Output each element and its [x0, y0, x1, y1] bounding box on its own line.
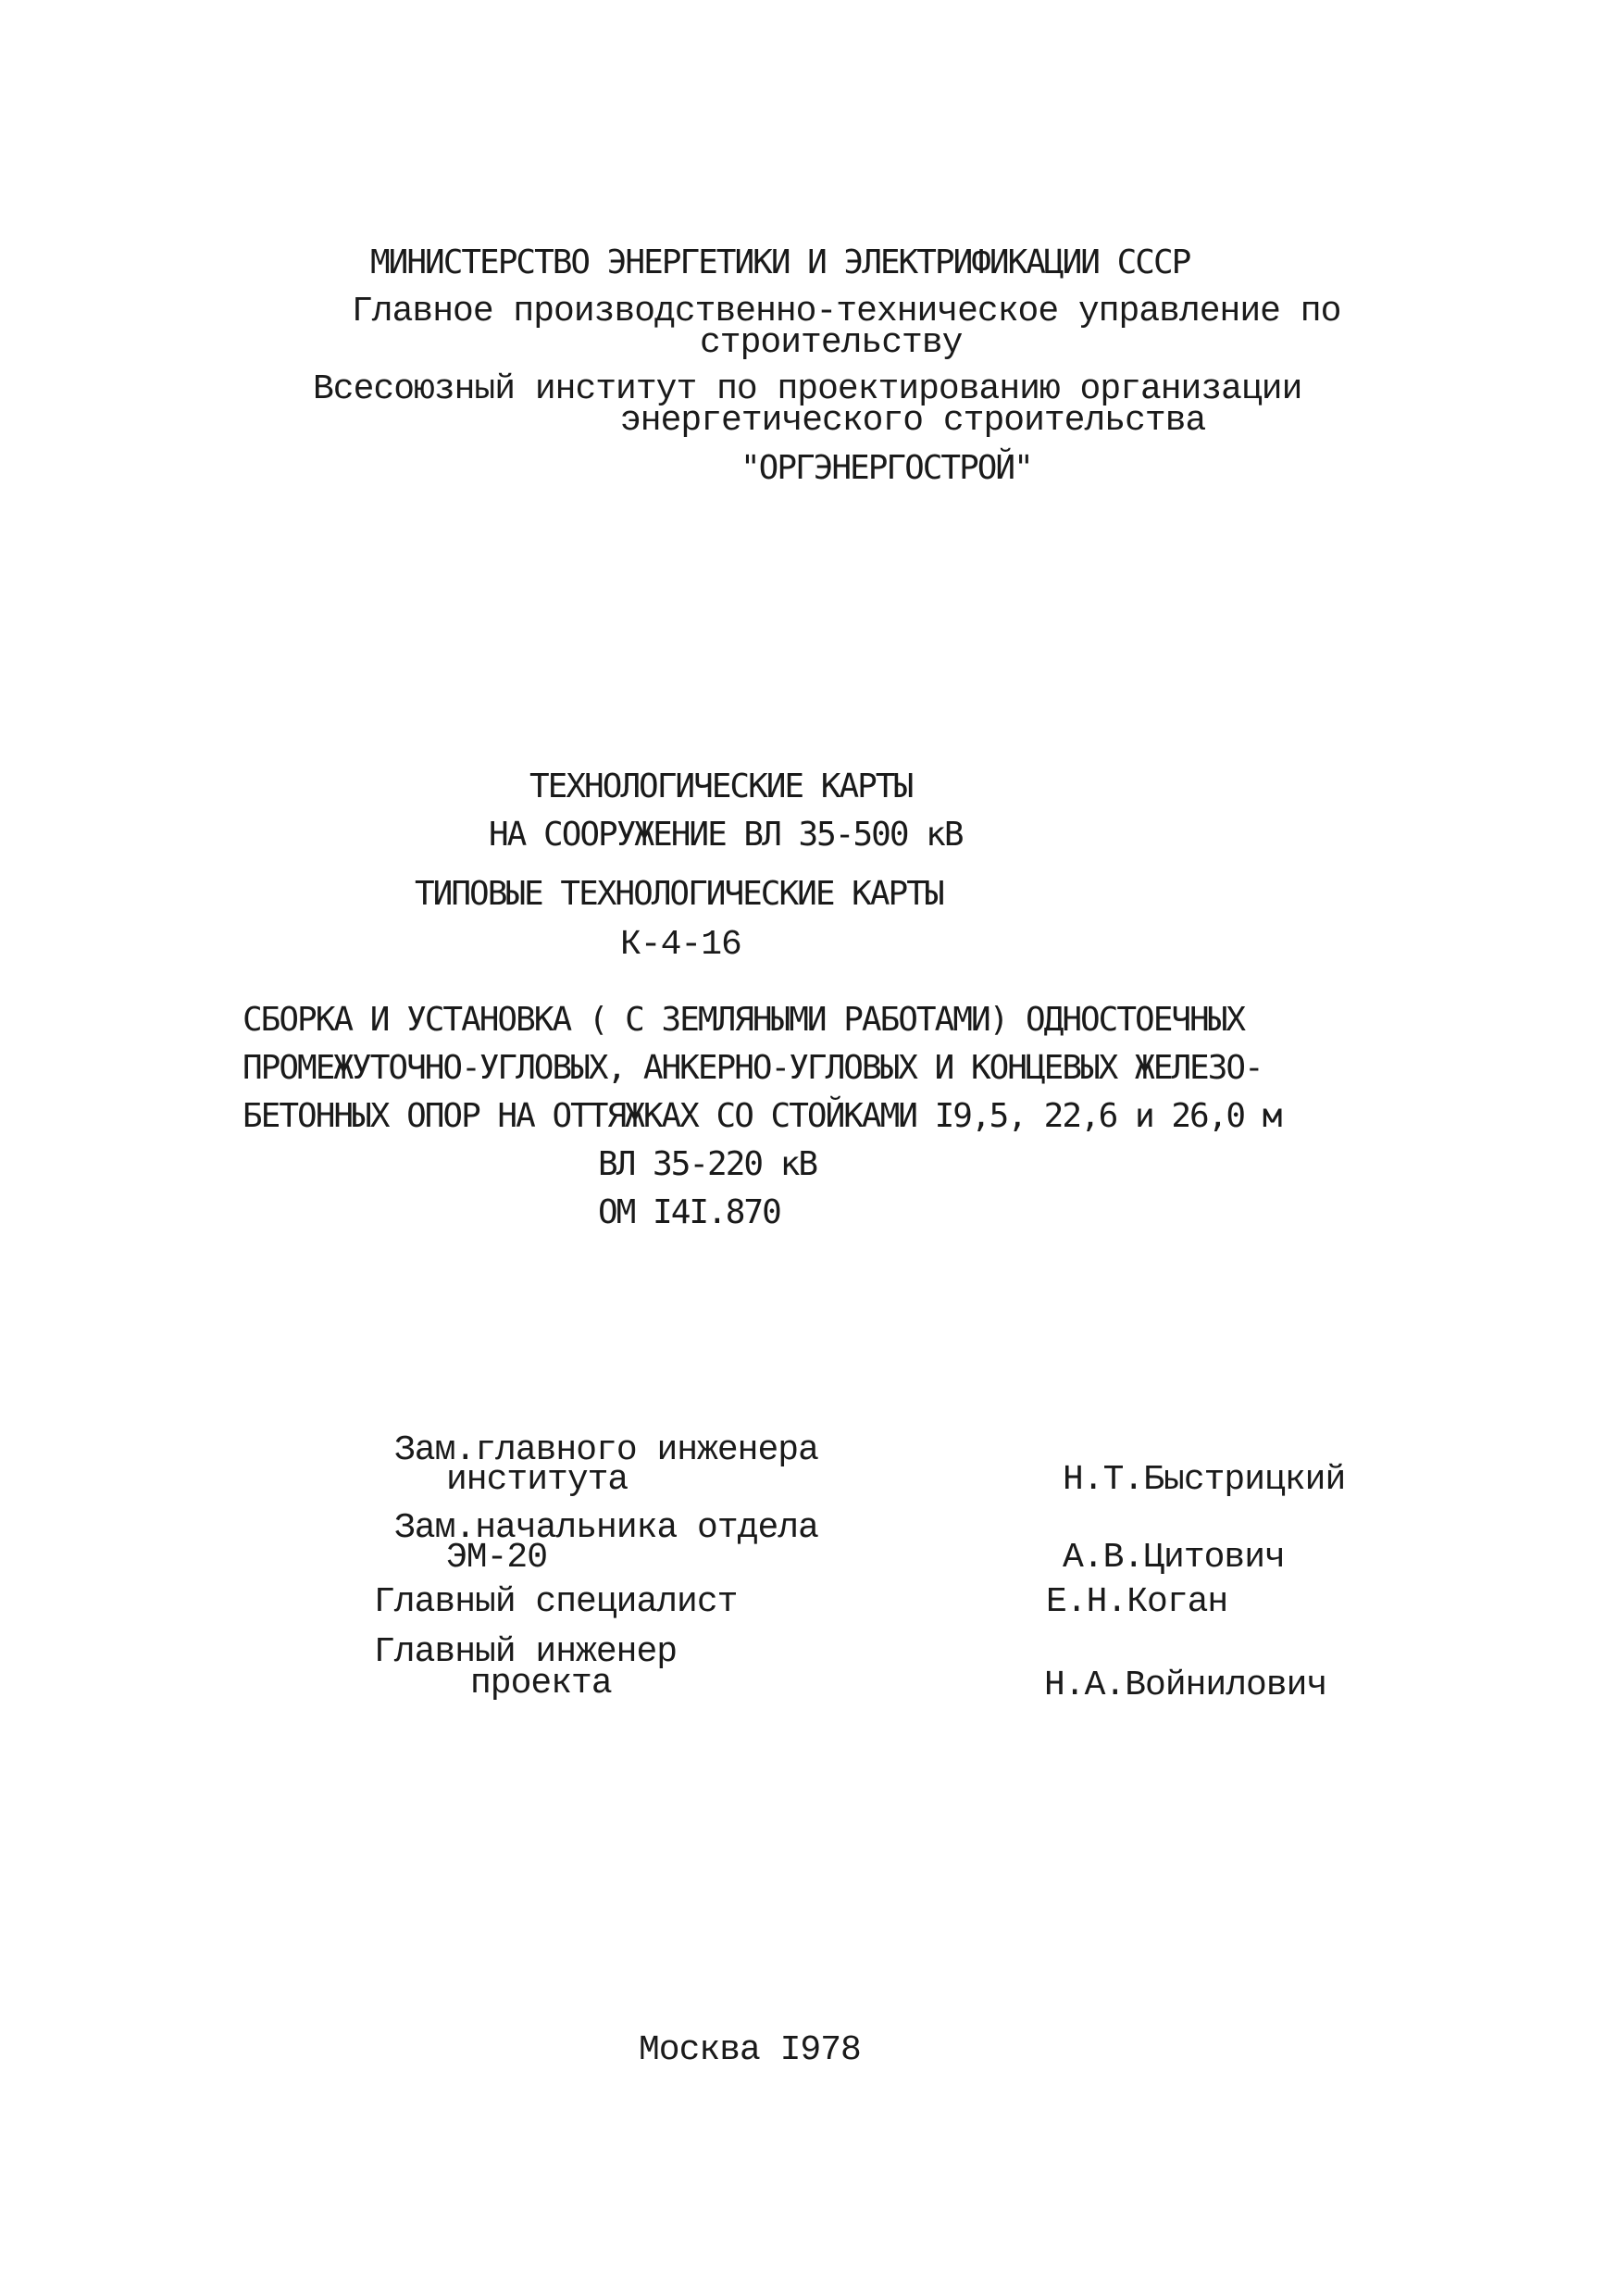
signatory-3-role-line-1: Главный специалист: [374, 1582, 738, 1622]
place-and-year: Москва I978: [639, 2030, 861, 2070]
subject-line-3: БЕТОННЫХ ОПОР НА ОТТЯЖКАХ СО СТОЙКАМИ I9,5, 22,6 и 26,0 м: [243, 1097, 1281, 1135]
directorate-line-1: Главное производственно-техническое управление по: [352, 292, 1341, 331]
institute-name: "ОРГЭНЕРГОСТРОЙ": [741, 449, 1032, 487]
signatory-2-name: А.В.Цитович: [1063, 1538, 1285, 1578]
card-code: К-4-16: [620, 925, 741, 965]
voltage-class: ВЛ 35-220 кВ: [598, 1145, 817, 1183]
institute-line-1: Всесоюзный институт по проектированию организации: [313, 369, 1302, 409]
signatory-1-role-line-2: института: [446, 1460, 629, 1500]
document-number: ОМ I4I.870: [598, 1193, 780, 1231]
signatory-2-role-line-1: Зам.начальника отдела: [394, 1508, 818, 1548]
signatory-3-name: Е.Н.Коган: [1046, 1582, 1228, 1622]
subject-line-1: СБОРКА И УСТАНОВКА ( С ЗЕМЛЯНЫМИ РАБОТАМИ) ОДНОСТОЕЧНЫХ: [243, 1001, 1245, 1039]
typical-cards-title: ТИПОВЫЕ ТЕХНОЛОГИЧЕСКИЕ КАРТЫ: [415, 875, 943, 913]
directorate-line-2: строительству: [700, 323, 963, 363]
institute-line-2: энергетического строительства: [620, 401, 1206, 441]
series-title-line-1: ТЕХНОЛОГИЧЕСКИЕ КАРТЫ: [529, 767, 913, 805]
subject-line-2: ПРОМЕЖУТОЧНО-УГЛОВЫХ, АНКЕРНО-УГЛОВЫХ И КОНЦЕВЫХ ЖЕЛЕЗО-: [243, 1049, 1263, 1087]
signatory-1-name: Н.Т.Быстрицкий: [1063, 1460, 1346, 1500]
ministry-name: МИНИСТЕРСТВО ЭНЕРГЕТИКИ И ЭЛЕКТРИФИКАЦИИ СССР: [370, 243, 1190, 281]
signatory-4-role-line-1: Главный инженер: [374, 1632, 678, 1672]
signatory-1-role-line-1: Зам.главного инженера: [394, 1430, 818, 1470]
signatory-4-name: Н.А.Войнилович: [1044, 1666, 1327, 1705]
series-title-line-2: НА СООРУЖЕНИЕ ВЛ 35-500 кВ: [489, 816, 963, 854]
signatory-4-role-line-2: проекта: [470, 1664, 612, 1703]
signatory-2-role-line-2: ЭМ-20: [446, 1538, 548, 1578]
